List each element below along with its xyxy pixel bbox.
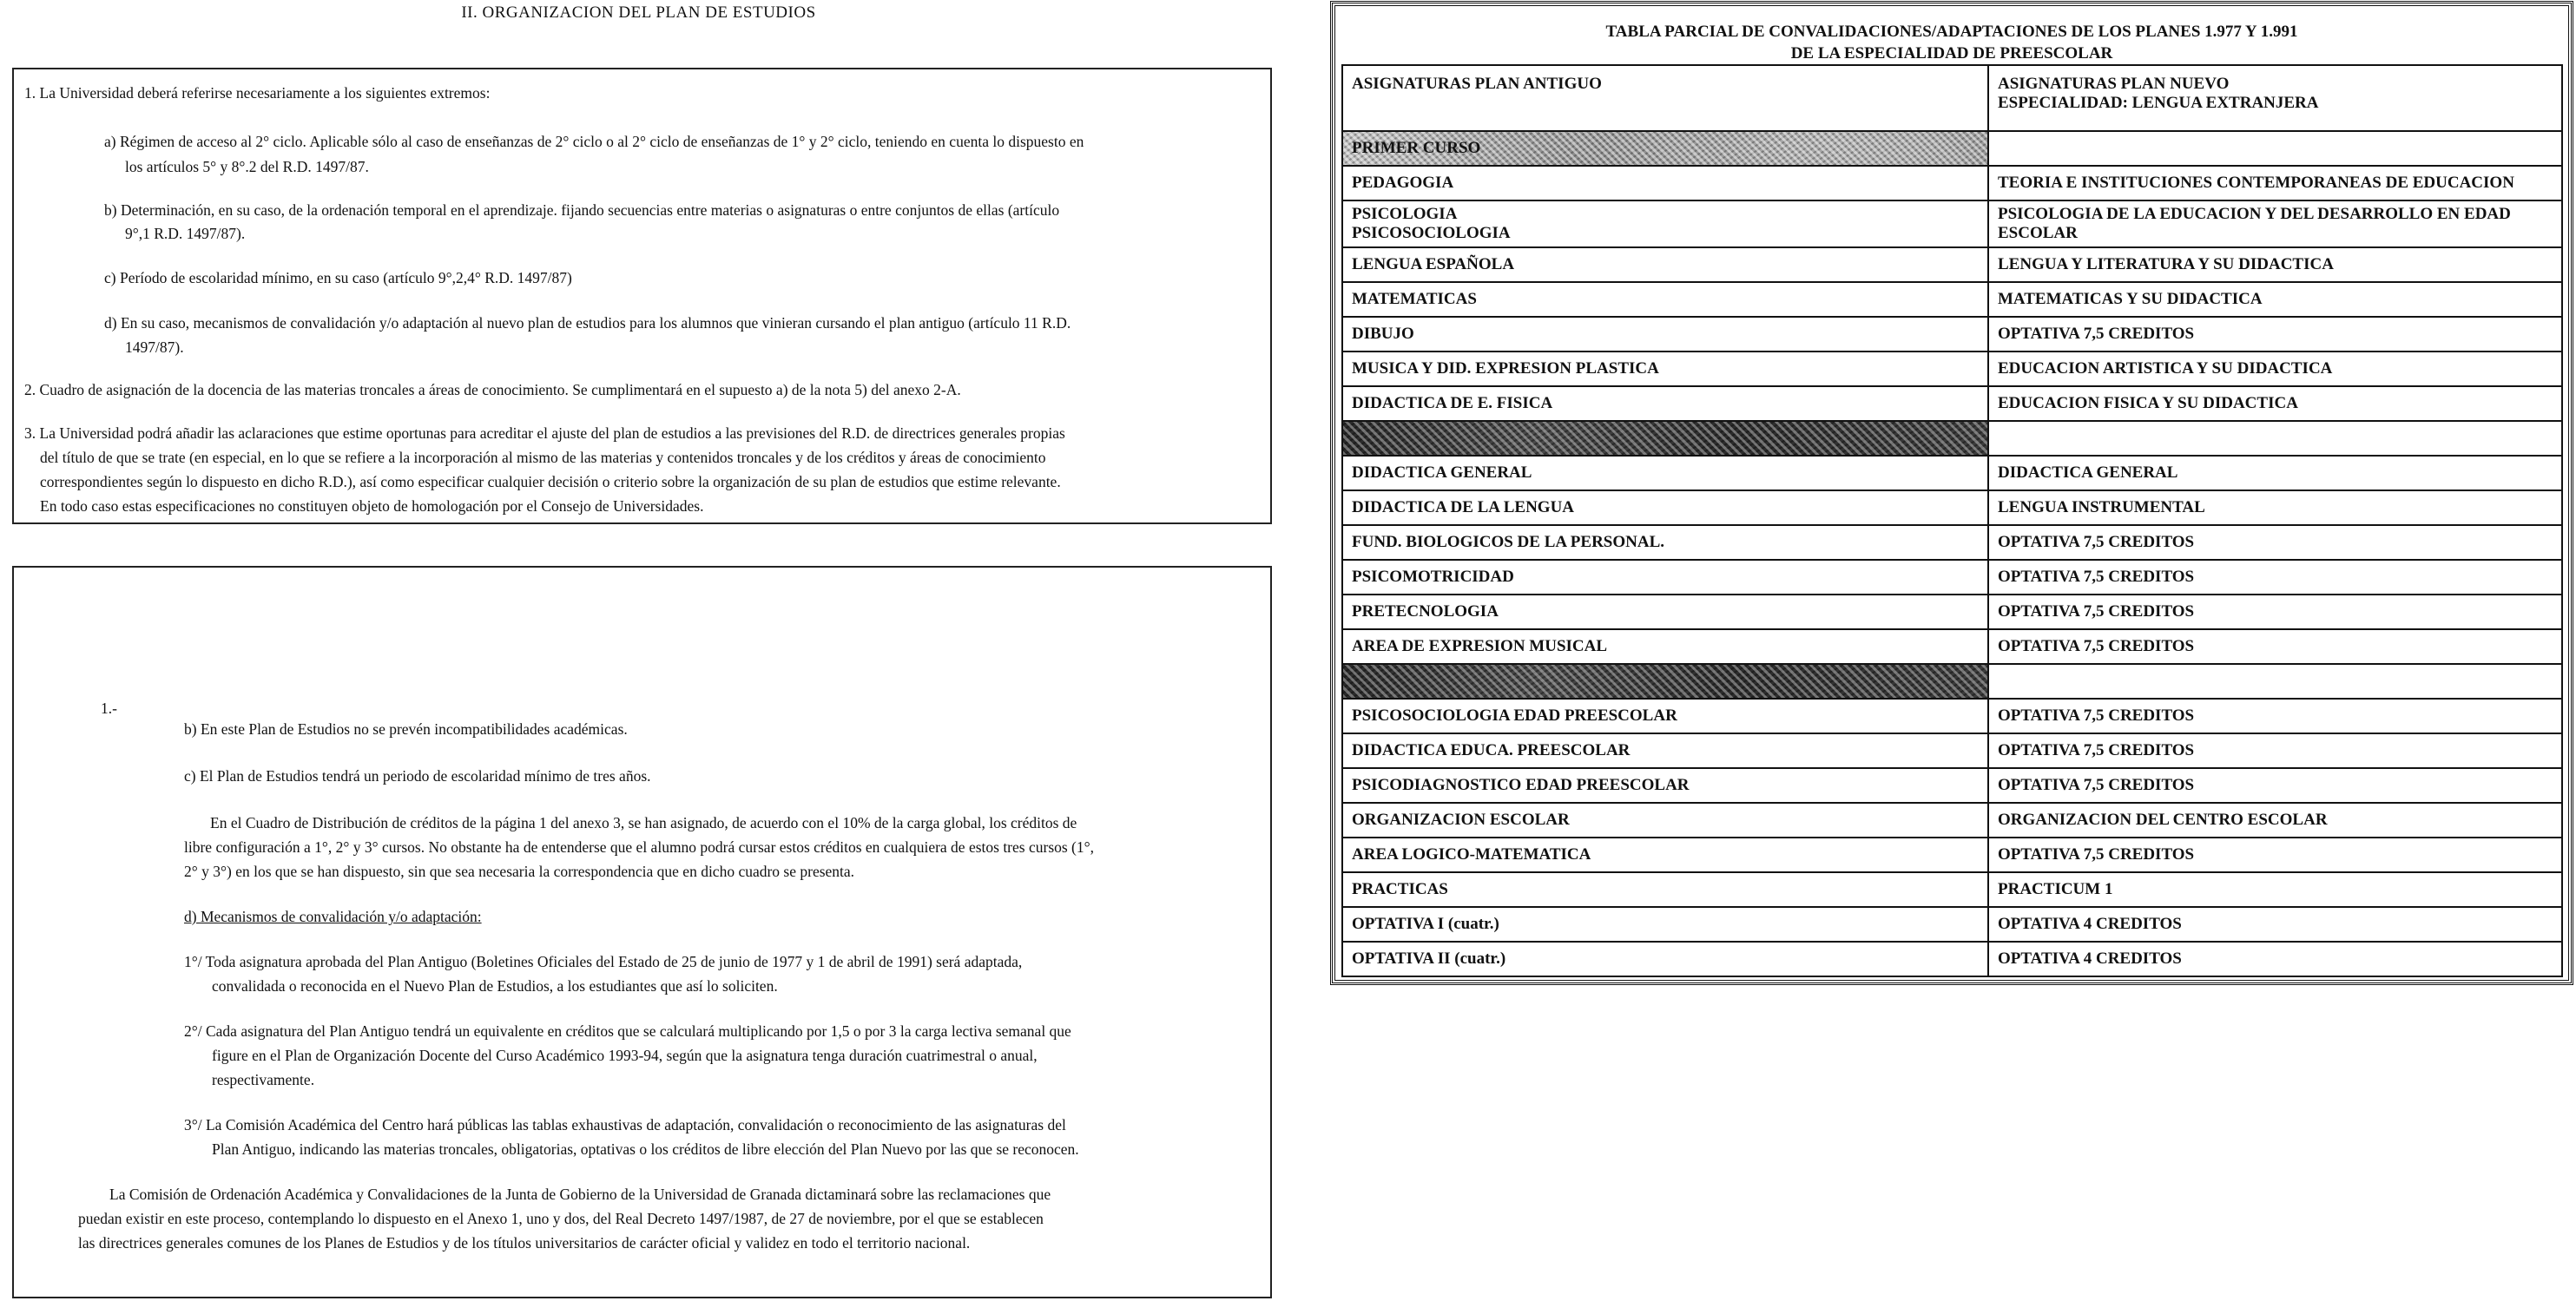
- instruction-item-1: 1. La Universidad deberá referirse necesariamente a los siguientes extremos:: [24, 84, 491, 102]
- note-paragraph-line2: libre configuración a 1°, 2° y 3° cursos. No obstante ha de entenderse que el alumno podrá cursar estos créditos en cualquiera de estos tres cursos (1°,: [184, 838, 1095, 856]
- table-title: [1333, 21, 2571, 64]
- new-subject: ORGANIZACION DEL CENTRO ESCOLAR: [1998, 811, 2328, 829]
- new-subject: OPTATIVA 7,5 CREDITOS: [1998, 776, 2195, 794]
- note-d2-line3: respectivamente.: [212, 1071, 315, 1088]
- old-subject: FUND. BIOLOGICOS DE LA PERSONAL.: [1352, 533, 1665, 551]
- note-d3-line2: Plan Antiguo, indicando las materias troncales, obligatorias, optativas o los créditos de libre elección del Plan Nuevo por las que se reconocen.: [212, 1140, 1079, 1158]
- new-subject-line2: ESCOLAR: [1998, 224, 2078, 242]
- section-label-redacted: [1342, 421, 1988, 456]
- table-row: [1342, 803, 2562, 838]
- page-title: II. ORGANIZACION DEL PLAN DE ESTUDIOS: [461, 3, 816, 22]
- old-subject: MUSICA Y DID. EXPRESION PLASTICA: [1352, 359, 1659, 378]
- table-row: [1342, 386, 2562, 421]
- section-empty-cell: [1988, 131, 2562, 166]
- note-number: 1.-: [101, 700, 117, 717]
- section-empty-cell: [1988, 664, 2562, 699]
- old-subject: DIDACTICA GENERAL: [1352, 463, 1532, 482]
- new-subject-cell: [1988, 629, 2562, 664]
- new-subject: OPTATIVA 7,5 CREDITOS: [1998, 602, 2195, 621]
- table-row: [1342, 907, 2562, 942]
- instruction-item-1b-cont: 9°,1 R.D. 1497/87).: [125, 225, 246, 242]
- new-subject-cell: [1988, 872, 2562, 907]
- old-subject: LENGUA ESPAÑOLA: [1352, 255, 1515, 273]
- new-subject: DIDACTICA GENERAL: [1998, 463, 2178, 482]
- note-d2-line1: 2°/ Cada asignatura del Plan Antiguo tendrá un equivalente en créditos que se calculará multiplicando por 1,5 o por 3 la carga lectiva semanal que: [184, 1022, 1071, 1040]
- new-subject-cell: [1988, 352, 2562, 386]
- new-subject: TEORIA E INSTITUCIONES CONTEMPORANEAS DE EDUCACION: [1998, 174, 2514, 192]
- old-subject-cell: [1342, 166, 1988, 200]
- old-subject: PRETECNOLOGIA: [1352, 602, 1499, 621]
- new-subject-cell: [1988, 733, 2562, 768]
- new-subject: EDUCACION ARTISTICA Y SU DIDACTICA: [1998, 359, 2333, 378]
- new-subject: EDUCACION FISICA Y SU DIDACTICA: [1998, 394, 2298, 412]
- old-subject-line2: PSICOSOCIOLOGIA: [1352, 224, 1511, 242]
- table-row: [1342, 525, 2562, 560]
- instruction-item-1c: c) Período de escolaridad mínimo, en su caso (artículo 9°,2,4° R.D. 1497/87): [104, 269, 572, 286]
- instruction-item-3: 3. La Universidad podrá añadir las aclaraciones que estime oportunas para acreditar el ajuste del plan de estudios a las previsiones del R.D. de directrices generales propias: [24, 424, 1065, 442]
- section-row-redacted: [1342, 421, 2562, 456]
- convalidation-table-panel: [1330, 1, 2573, 985]
- note-paragraph-line3: 2° y 3°) en los que se han dispuesto, sin que sea necesaria la correspondencia que en dicho cuadro se presenta.: [184, 863, 855, 880]
- old-subject-cell: [1342, 768, 1988, 803]
- new-subject: OPTATIVA 4 CREDITOS: [1998, 915, 2182, 933]
- old-subject-cell: [1342, 803, 1988, 838]
- table-row: [1342, 733, 2562, 768]
- old-subject-cell: [1342, 282, 1988, 317]
- new-subject: OPTATIVA 7,5 CREDITOS: [1998, 637, 2195, 655]
- section-label-redacted: [1342, 664, 1988, 699]
- header-new-plan-line1: ASIGNATURAS PLAN NUEVO: [1998, 75, 2230, 93]
- instruction-item-1a: a) Régimen de acceso al 2° ciclo. Aplicable sólo al caso de enseñanzas de 2° ciclo o al 2° ciclo de enseñanzas de 1° y 2° ciclo, teniendo en cuenta lo dispuesto en: [104, 133, 1084, 150]
- old-subject-cell: [1342, 352, 1988, 386]
- old-subject: PSICOMOTRICIDAD: [1352, 568, 1514, 586]
- table-header-row: [1342, 65, 2562, 131]
- note-b: b) En este Plan de Estudios no se prevén incompatibilidades académicas.: [184, 720, 628, 738]
- table-row: [1342, 490, 2562, 525]
- new-subject: OPTATIVA 7,5 CREDITOS: [1998, 568, 2195, 586]
- new-subject-cell: [1988, 560, 2562, 595]
- old-subject-cell: [1342, 200, 1988, 247]
- plan-notes-box: [12, 566, 1272, 1298]
- convalidation-table: [1341, 64, 2563, 977]
- old-subject-cell: [1342, 942, 1988, 976]
- new-subject: OPTATIVA 4 CREDITOS: [1998, 949, 2182, 968]
- old-subject-cell: [1342, 838, 1988, 872]
- old-subject: AREA LOGICO-MATEMATICA: [1352, 845, 1591, 864]
- section-empty-cell: [1988, 421, 2562, 456]
- new-subject: PSICOLOGIA DE LA EDUCACION Y DEL DESARROLLO EN EDAD: [1998, 205, 2511, 223]
- old-subject: DIDACTICA EDUCA. PREESCOLAR: [1352, 741, 1631, 759]
- old-subject-cell: [1342, 456, 1988, 490]
- new-subject-cell: [1988, 803, 2562, 838]
- old-subject: DIDACTICA DE LA LENGUA: [1352, 498, 1575, 516]
- new-subject-cell: [1988, 907, 2562, 942]
- old-subject-cell: [1342, 872, 1988, 907]
- table-row: [1342, 456, 2562, 490]
- instruction-item-3-line4: En todo caso estas especificaciones no constituyen objeto de homologación por el Consejo de Universidades.: [40, 497, 704, 515]
- new-subject-cell: [1988, 942, 2562, 976]
- old-subject-cell: [1342, 247, 1988, 282]
- new-subject-cell: [1988, 282, 2562, 317]
- table-row: [1342, 629, 2562, 664]
- table-row: [1342, 560, 2562, 595]
- note-d-heading: d) Mecanismos de convalidación y/o adaptación:: [184, 908, 482, 925]
- table-row: [1342, 838, 2562, 872]
- old-subject: PEDAGOGIA: [1352, 174, 1454, 192]
- instruction-item-1d-cont: 1497/87).: [125, 338, 184, 356]
- header-new-plan-line2: ESPECIALIDAD: LENGUA EXTRANJERA: [1998, 94, 2319, 112]
- note-d2-line2: figure en el Plan de Organización Docente del Curso Académico 1993-94, según que la asignatura tenga duración cuatrimestral o anual,: [212, 1047, 1038, 1064]
- new-subject-cell: [1988, 838, 2562, 872]
- old-subject-cell: [1342, 699, 1988, 733]
- new-subject: PRACTICUM 1: [1998, 880, 2113, 898]
- old-subject: DIDACTICA DE E. FISICA: [1352, 394, 1553, 412]
- final-paragraph-line2: puedan existir en este proceso, contemplando lo dispuesto en el Anexo 1, uno y dos, del Real Decreto 1497/1987, de 27 de noviembre, por el que se establecen: [78, 1210, 1044, 1227]
- old-subject: PSICOSOCIOLOGIA EDAD PREESCOLAR: [1352, 706, 1677, 725]
- table-row: [1342, 352, 2562, 386]
- new-subject: LENGUA Y LITERATURA Y SU DIDACTICA: [1998, 255, 2334, 273]
- instruction-item-3-line3: correspondientes según lo dispuesto en dicho R.D.), así como especificar cualquier decisión o criterio sobre la organización de su plan de estudios que estime relevante.: [40, 473, 1061, 490]
- old-subject: AREA DE EXPRESION MUSICAL: [1352, 637, 1608, 655]
- new-subject-cell: [1988, 525, 2562, 560]
- old-subject: OPTATIVA II (cuatr.): [1352, 949, 1506, 968]
- table-row: [1342, 317, 2562, 352]
- header-old-plan: ASIGNATURAS PLAN ANTIGUO: [1342, 65, 1988, 131]
- section-label: PRIMER CURSO: [1342, 131, 1988, 166]
- section-row-primer-curso: [1342, 131, 2562, 166]
- new-subject-cell: [1988, 490, 2562, 525]
- new-subject: OPTATIVA 7,5 CREDITOS: [1998, 706, 2195, 725]
- old-subject: ORGANIZACION ESCOLAR: [1352, 811, 1570, 829]
- table-row: [1342, 872, 2562, 907]
- instruction-item-3-line2: del título de que se trate (en especial, en lo que se refiere a la incorporación al mismo de las materias y contenidos troncales y de los créditos y áreas de conocimiento: [40, 449, 1046, 466]
- note-d1-line1: 1°/ Toda asignatura aprobada del Plan Antiguo (Boletines Oficiales del Estado de 25 de junio de 1977 y 1 de abril de 1991) será adaptada,: [184, 953, 1023, 970]
- table-row: [1342, 768, 2562, 803]
- table-title-line2: DE LA ESPECIALIDAD DE PREESCOLAR: [1790, 44, 2113, 62]
- table-title-line1: TABLA PARCIAL DE CONVALIDACIONES/ADAPTACIONES DE LOS PLANES 1.977 Y 1.991: [1605, 23, 2298, 41]
- table-row: [1342, 200, 2562, 247]
- new-subject-cell: [1988, 699, 2562, 733]
- old-subject: OPTATIVA I (cuatr.): [1352, 915, 1499, 933]
- old-subject: DIBUJO: [1352, 325, 1414, 343]
- new-subject: OPTATIVA 7,5 CREDITOS: [1998, 845, 2195, 864]
- note-d3-line1: 3°/ La Comisión Académica del Centro hará públicas las tablas exhaustivas de adaptación, convalidación o reconocimiento de las asignaturas del: [184, 1116, 1066, 1133]
- header-new-plan: [1988, 65, 2562, 131]
- new-subject: OPTATIVA 7,5 CREDITOS: [1998, 325, 2195, 343]
- old-subject: PSICOLOGIA: [1352, 205, 1458, 223]
- note-c: c) El Plan de Estudios tendrá un periodo de escolaridad mínimo de tres años.: [184, 767, 651, 785]
- new-subject: MATEMATICAS Y SU DIDACTICA: [1998, 290, 2263, 308]
- final-paragraph-line1: La Comisión de Ordenación Académica y Convalidaciones de la Junta de Gobierno de la Universidad de Granada dictaminará sobre las reclamaciones que: [109, 1186, 1051, 1203]
- instruction-item-1b: b) Determinación, en su caso, de la ordenación temporal en el aprendizaje. fijando secuencias entre materias o asignaturas o entre conjuntos de ellas (artículo: [104, 201, 1060, 219]
- new-subject-cell: [1988, 595, 2562, 629]
- table-row: [1342, 247, 2562, 282]
- new-subject-cell: [1988, 247, 2562, 282]
- section-row-redacted: [1342, 664, 2562, 699]
- new-subject-cell: [1988, 200, 2562, 247]
- old-subject: PRACTICAS: [1352, 880, 1448, 898]
- old-subject-cell: [1342, 560, 1988, 595]
- new-subject-cell: [1988, 166, 2562, 200]
- old-subject-cell: [1342, 525, 1988, 560]
- note-paragraph-line1: En el Cuadro de Distribución de créditos de la página 1 del anexo 3, se han asignado, de acuerdo con el 10% de la carga global, los créditos de: [210, 814, 1077, 831]
- old-subject-cell: [1342, 629, 1988, 664]
- instruction-item-2: 2. Cuadro de asignación de la docencia de las materias troncales a áreas de conocimiento. Se cumplimentará en el supuesto a) de la nota 5) del anexo 2-A.: [24, 381, 961, 398]
- instruction-item-1a-cont: los artículos 5° y 8°.2 del R.D. 1497/87.: [125, 158, 369, 175]
- new-subject-cell: [1988, 386, 2562, 421]
- table-row: [1342, 166, 2562, 200]
- old-subject: MATEMATICAS: [1352, 290, 1477, 308]
- new-subject-cell: [1988, 456, 2562, 490]
- new-subject-cell: [1988, 768, 2562, 803]
- note-d1-line2: convalidada o reconocida en el Nuevo Plan de Estudios, a los estudiantes que así lo soliciten.: [212, 977, 778, 995]
- old-subject: PSICODIAGNOSTICO EDAD PREESCOLAR: [1352, 776, 1690, 794]
- final-paragraph-line3: las directrices generales comunes de los Planes de Estudios y de los títulos universitarios de carácter oficial y validez en todo el territorio nacional.: [78, 1234, 971, 1252]
- old-subject-cell: [1342, 317, 1988, 352]
- old-subject-cell: [1342, 490, 1988, 525]
- table-row: [1342, 595, 2562, 629]
- old-subject-cell: [1342, 595, 1988, 629]
- new-subject: OPTATIVA 7,5 CREDITOS: [1998, 741, 2195, 759]
- instructions-box: [12, 68, 1272, 524]
- table-row: [1342, 942, 2562, 976]
- new-subject: OPTATIVA 7,5 CREDITOS: [1998, 533, 2195, 551]
- old-subject-cell: [1342, 733, 1988, 768]
- old-subject-cell: [1342, 386, 1988, 421]
- table-row: [1342, 699, 2562, 733]
- instruction-item-1d: d) En su caso, mecanismos de convalidación y/o adaptación al nuevo plan de estudios para los alumnos que vinieran cursando el plan antiguo (artículo 11 R.D.: [104, 314, 1071, 332]
- old-subject-cell: [1342, 907, 1988, 942]
- new-subject: LENGUA INSTRUMENTAL: [1998, 498, 2205, 516]
- table-row: [1342, 282, 2562, 317]
- new-subject-cell: [1988, 317, 2562, 352]
